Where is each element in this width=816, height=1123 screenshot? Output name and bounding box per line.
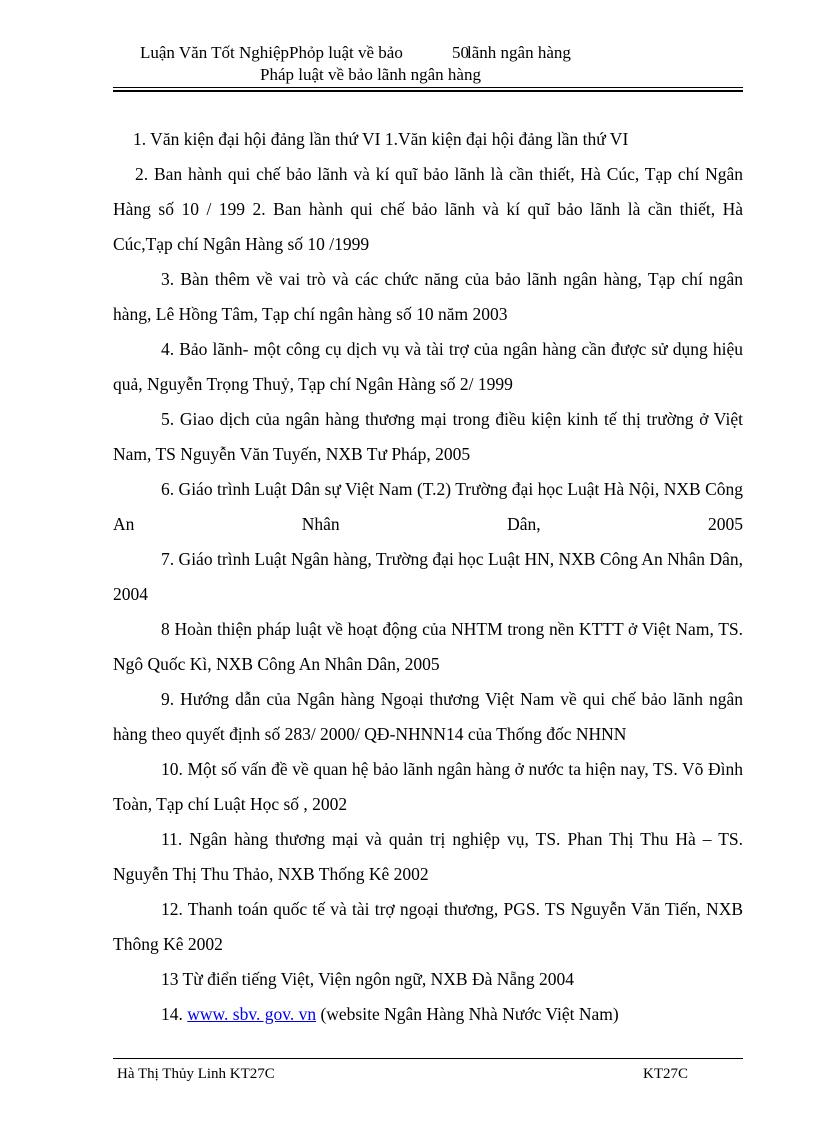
reference-item: 11. Ngân hàng thương mại và quản trị nghiệp vụ, TS. Phan Thị Thu Hà – TS. Nguyễn Thị Thu Thảo, NXB Thống Kê 2002 (113, 829, 743, 884)
reference-item-14 (113, 997, 743, 1032)
footer-rule (113, 1058, 743, 1059)
reference-item: 8 Hoàn thiện pháp luật về hoạt động của NHTM trong nền KTTT ở Việt Nam, TS. Ngô Quốc Kì, NXB Công An Nhân Dân, 2005 (113, 619, 743, 674)
header-rule-thin (113, 87, 743, 88)
reference-item: 13 Từ điển tiếng Việt, Viện ngôn ngữ, NXB Đà Nẵng 2004 (161, 969, 575, 989)
sbv-website-link[interactable]: www. sbv. gov. vn (187, 1004, 317, 1024)
header-page-number: 50 (452, 43, 469, 62)
page-footer (113, 1058, 743, 1082)
reference-item: 6. Giáo trình Luật Dân sự Việt Nam (T.2) Trường đại học Luật Hà Nội, NXB Công An Nhân Dân, 2005 (113, 479, 743, 534)
reference-item: 10. Một số vấn đề về quan hệ bảo lãnh ngân hàng ở nước ta hiện nay, TS. Võ Đình Toàn, Tạp chí Luật Học số , 2002 (113, 759, 743, 814)
footer-author: Hà Thị Thủy Linh KT27C (117, 1066, 275, 1082)
reference-item: 5. Giao dịch của ngân hàng thương mại trong điều kiện kinh tế thị trường ở Việt Nam, TS Nguyễn Văn Tuyến, NXB Tư Pháp, 2005 (113, 409, 743, 464)
page-header (113, 40, 743, 92)
header-thesis-label: Luận Văn Tốt Nghiệp (140, 43, 290, 62)
reference-number: 14. (161, 1004, 188, 1024)
reference-description: (website Ngân Hàng Nhà Nước Việt Nam) (316, 1004, 619, 1024)
reference-item: 4. Bảo lãnh- một công cụ dịch vụ và tài trợ của ngân hàng cần được sử dụng hiệu quả, Nguyễn Trọng Thuỷ, Tạp chí Ngân Hàng số 2/ 1999 (113, 339, 743, 394)
header-topic-tail: lãnh ngân hàng (467, 43, 571, 62)
reference-item: 1. Văn kiện đại hội đảng lần thứ VI 1.Văn kiện đại hội đảng lần thứ VI (133, 129, 629, 149)
reference-item: 9. Hướng dẫn của Ngân hàng Ngoại thương Việt Nam về qui chế bảo lãnh ngân hàng theo quyết định số 283/ 2000/ QĐ-NHNN14 của Thống đốc NHNN (113, 689, 743, 744)
reference-item: 3. Bàn thêm về vai trò và các chức năng của bảo lãnh ngân hàng, Tạp chí ngân hàng, Lê Hồng Tâm, Tạp chí ngân hàng số 10 năm 2003 (113, 269, 743, 324)
header-topic-fragment: Phỏp luật về bảo (289, 43, 403, 62)
header-line-2: Pháp luật về bảo lãnh ngân hàng (260, 65, 481, 84)
reference-item: 7. Giáo trình Luật Ngân hàng, Trường đại học Luật HN, NXB Công An Nhân Dân, 2004 (113, 549, 743, 604)
reference-item: 2. Ban hành qui chế bảo lãnh và kí quĩ bảo lãnh là cần thiết, Hà Cúc, Tạp chí Ngân Hàng số 10 / 199 2. Ban hành qui chế bảo lãnh và kí quĩ bảo lãnh là cần thiết, Hà Cúc,Tạp chí Ngân Hàng số 10 /1999 (113, 164, 743, 254)
header-line-1 (140, 43, 571, 63)
footer-class-code: KT27C (643, 1066, 688, 1082)
reference-item: 12. Thanh toán quốc tế và tài trợ ngoại thương, PGS. TS Nguyễn Văn Tiến, NXB Thông Kê 2002 (113, 899, 743, 954)
header-rule-thick (113, 90, 743, 92)
reference-list (113, 122, 743, 1032)
